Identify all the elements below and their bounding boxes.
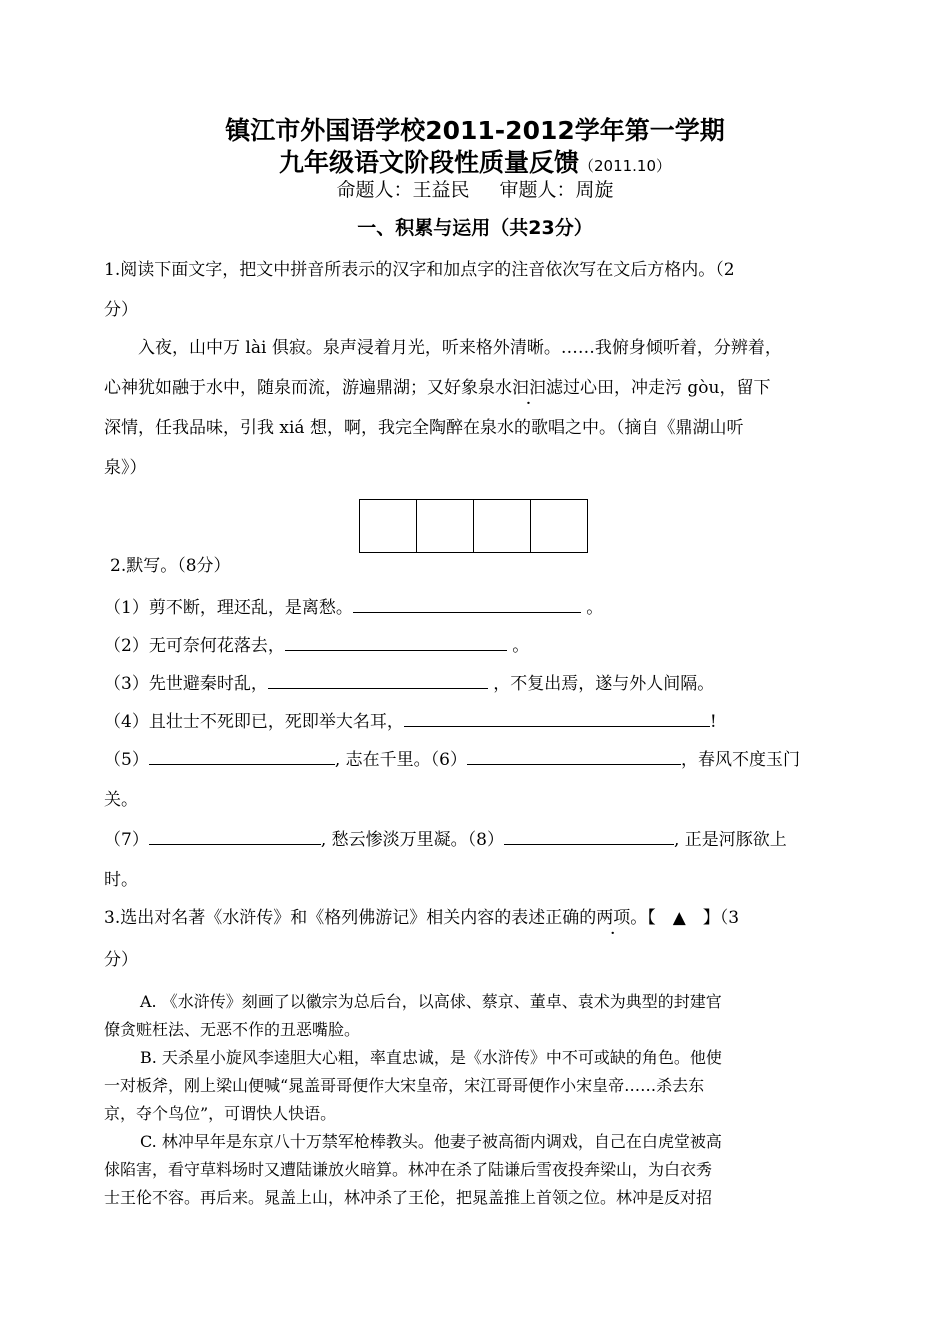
q2-item-cont: 关。 xyxy=(104,790,138,810)
item-text: , 志在千里。（6） xyxy=(334,750,467,770)
passage-text: 心神犹如融于水中，随泉而流，游遍鼎湖；又好象泉水 xyxy=(104,378,512,398)
option-c-cont: 士王伦不容。再后来。晁盖上山，林冲杀了王伦，把晁盖推上首领之位。林冲是反对招 xyxy=(104,1188,713,1207)
answer-boxes xyxy=(360,499,588,553)
q2-item-3 xyxy=(104,670,714,696)
stem-text: 。【 ▲ 】（3 xyxy=(630,908,740,928)
item-text: ，春风不度玉门 xyxy=(680,750,800,770)
fill-blank[interactable] xyxy=(149,746,335,765)
q2-item-2 xyxy=(104,632,529,658)
item-text: 。 xyxy=(512,636,530,656)
option-b-cont: 一对板斧，刚上梁山便喊“晁盖哥哥便作大宋皇帝，宋江哥哥便作小宋皇帝……杀去东 xyxy=(104,1076,705,1095)
answer-box[interactable] xyxy=(359,499,417,553)
subtitle-text: 九年级语文阶段性质量反馈 xyxy=(278,148,579,177)
q2-item-7-8 xyxy=(104,826,787,852)
item-text: （5） xyxy=(104,750,149,770)
exam-title: 镇江市外国语学校2011-2012学年第一学期 xyxy=(225,116,725,145)
authors-line xyxy=(0,178,950,202)
q3-stem-cont: 分） xyxy=(104,950,138,970)
item-text: ! xyxy=(709,712,717,732)
option-b: B. 天杀星小旋风李逵胆大心粗，率直忠诚，是《水浒传》中不可或缺的角色。他使 xyxy=(140,1048,722,1067)
item-text: , 愁云惨淡万里凝。（8） xyxy=(320,830,504,850)
item-text: （2）无可奈何花落去， xyxy=(104,636,285,656)
q2-stem: 2.默写。（8分） xyxy=(110,556,231,576)
item-text: ，不复出焉，遂与外人间隔。 xyxy=(493,674,715,694)
item-text: 。 xyxy=(586,598,604,618)
stem-text: 3.选出对名著《水浒传》和《格列佛游记》相关内容的表述正确的 xyxy=(104,908,597,928)
q1-passage-line: 深情，任我品味，引我 xiá 想，啊，我完全陶醉在泉水的歌唱之中。（摘自《鼎湖山听 xyxy=(104,418,744,438)
q1-stem: 1.阅读下面文字，把文中拼音所表示的汉字和加点字的注音依次写在文后方格内。（2 xyxy=(104,260,735,280)
q2-item-4 xyxy=(104,708,717,734)
answer-box[interactable] xyxy=(530,499,588,553)
option-a: A. 《水浒传》刻画了以徽宗为总后台，以高俅、蔡京、董卓、袁术为典型的封建官 xyxy=(140,992,722,1011)
item-text: （7） xyxy=(104,830,149,850)
answer-box[interactable] xyxy=(416,499,474,553)
emphasis-dots: 两项 xyxy=(596,908,631,928)
fill-blank[interactable] xyxy=(268,670,488,689)
q2-item-1 xyxy=(104,594,603,620)
exam-subtitle xyxy=(0,148,950,181)
fill-blank[interactable] xyxy=(285,632,507,651)
item-text: （3）先世避秦时乱， xyxy=(104,674,268,694)
author: 命题人：王益民 xyxy=(336,179,470,201)
fill-blank[interactable] xyxy=(504,826,674,845)
reviewer: 审题人：周旋 xyxy=(499,179,614,201)
q1-passage-line: 泉》） xyxy=(104,458,147,478)
q2-item-5-6 xyxy=(104,746,800,772)
dotted-char: 汩汩 xyxy=(512,378,546,398)
option-a-cont: 僚贪赃枉法、无恶不作的丑恶嘴脸。 xyxy=(104,1020,361,1039)
fill-blank[interactable] xyxy=(149,826,321,845)
item-text: （4）且壮士不死即已，死即举大名耳， xyxy=(104,712,404,732)
option-b-cont: 京，夺个鸟位”，可谓快人快语。 xyxy=(104,1104,337,1123)
item-text: , 正是河豚欲上 xyxy=(673,830,787,850)
q1-passage-line: 入夜，山中万 lài 俱寂。泉声浸着月光，听来格外清晰。……我俯身倾听着，分辨着， xyxy=(138,338,782,358)
dotted-chars xyxy=(512,378,546,398)
passage-text: 滤过心田，冲走污 gòu，留下 xyxy=(546,378,771,398)
section-heading: 一、积累与运用（共23分） xyxy=(357,217,593,239)
option-c-cont: 俅陷害，看守草料场时又遭陆谦放火暗算。林冲在杀了陆谦后雪夜投奔梁山，为白衣秀 xyxy=(104,1160,713,1179)
item-text: （1）剪不断，理还乱，是离愁。 xyxy=(104,598,353,618)
q1-passage-line xyxy=(104,376,770,400)
fill-blank[interactable] xyxy=(353,594,581,613)
option-c: C. 林冲早年是东京八十万禁军枪棒教头。他妻子被高衙内调戏，自己在白虎堂被高 xyxy=(140,1132,722,1151)
q2-item-cont: 时。 xyxy=(104,870,138,890)
fill-blank[interactable] xyxy=(467,746,681,765)
q1-stem-cont: 分） xyxy=(104,300,138,320)
answer-box[interactable] xyxy=(473,499,531,553)
q3-stem xyxy=(104,906,739,930)
fill-blank[interactable] xyxy=(404,708,710,727)
exam-date: （2011.10） xyxy=(578,157,672,175)
